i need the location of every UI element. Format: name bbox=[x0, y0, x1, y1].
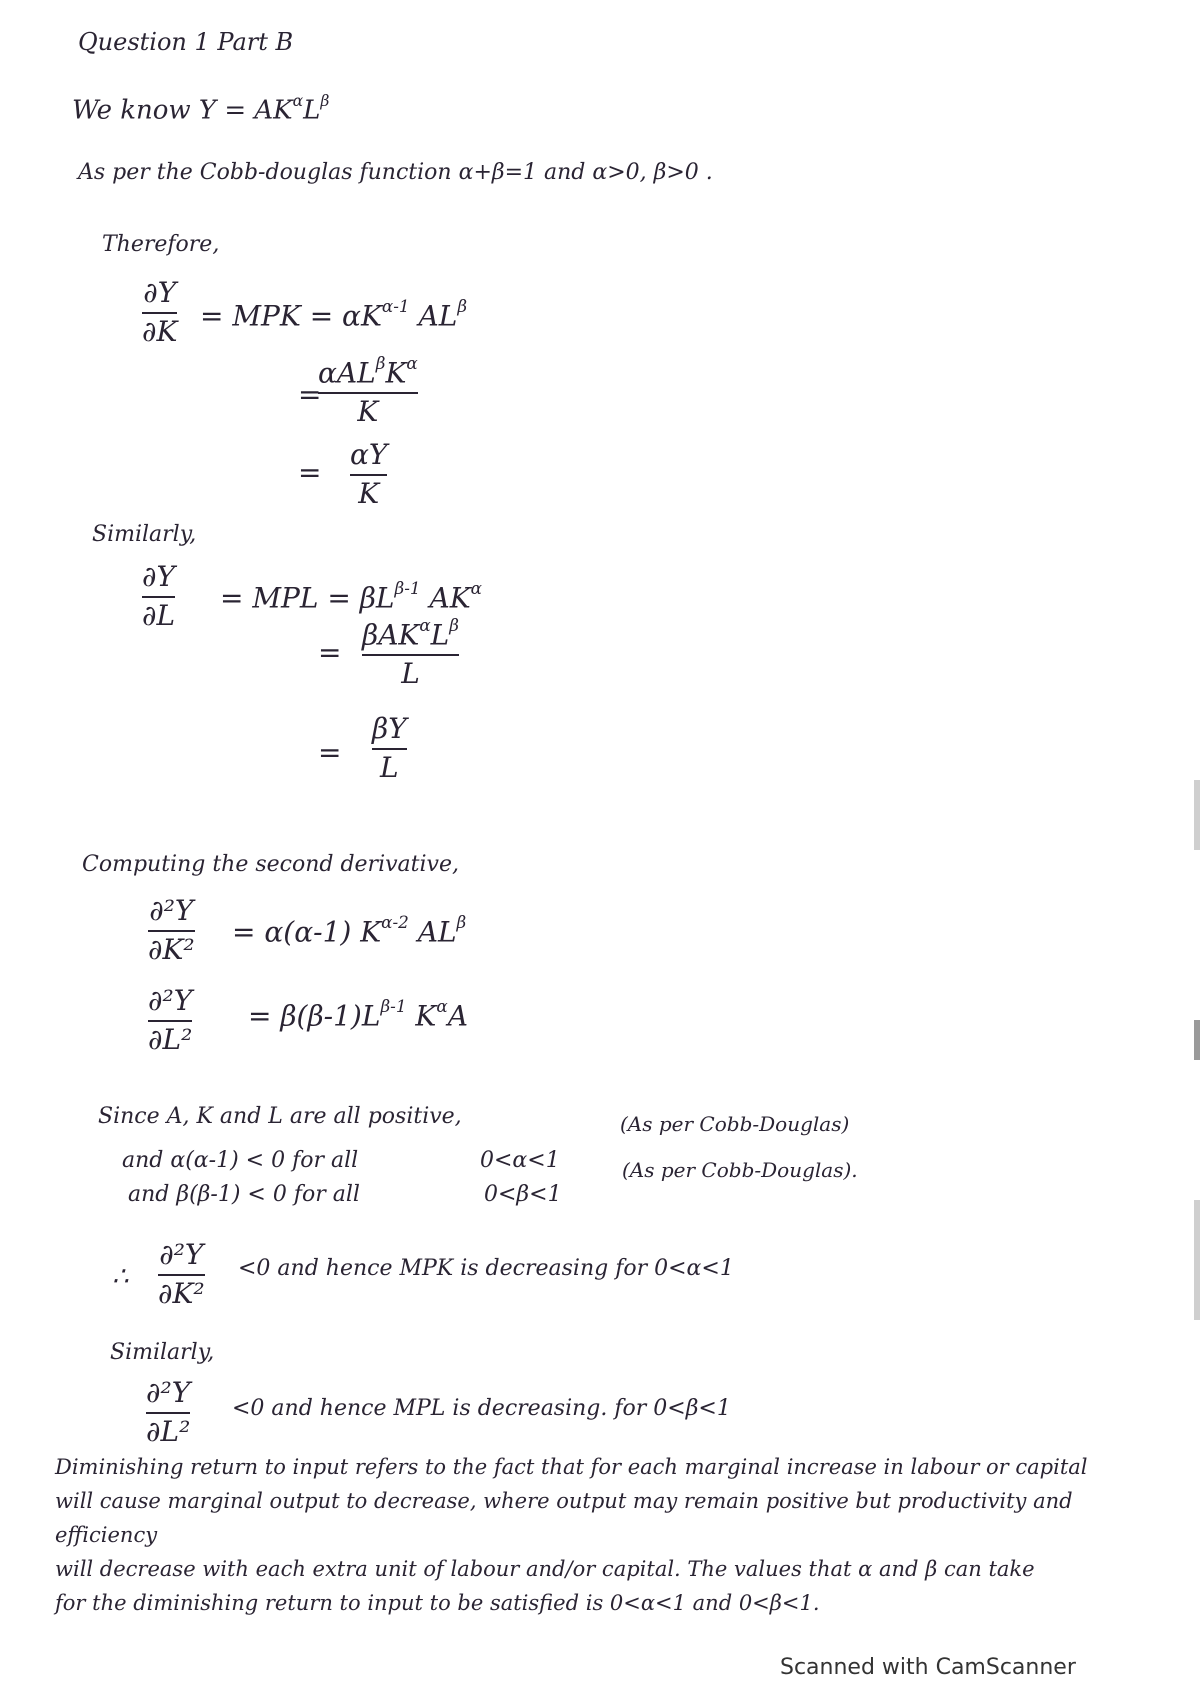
conclusion-mpk: <0 and hence MPK is decreasing for 0<α<1 bbox=[238, 1256, 734, 1281]
production-function-line bbox=[72, 92, 329, 125]
d2y-dk2-fraction bbox=[148, 896, 195, 966]
sd-k-tail-exp: β bbox=[456, 912, 467, 932]
mpk-step2-exp1: β bbox=[375, 353, 386, 373]
dl-denominator: ∂L bbox=[142, 598, 176, 632]
question-heading: Question 1 Part B bbox=[78, 28, 294, 56]
know-exp-alpha: α bbox=[292, 92, 304, 110]
and-alpha-line: and α(α-1) < 0 for all bbox=[122, 1148, 359, 1173]
mpl-step2-denominator: L bbox=[401, 657, 420, 691]
para-line: will cause marginal output to decrease, where output may remain positive but productivity and efficiency bbox=[55, 1489, 1073, 1547]
mpl-eq-text: = MPL = βL bbox=[220, 581, 395, 615]
concl-k-fraction bbox=[158, 1240, 205, 1310]
scan-edge-mark bbox=[1194, 780, 1200, 850]
cobb-note-1: (As per Cobb-Douglas) bbox=[620, 1112, 850, 1136]
diminishing-return-paragraph bbox=[55, 1450, 1165, 1620]
sd-k-text: = α(α-1) K bbox=[232, 915, 382, 949]
mpl-step3-numerator: βY bbox=[372, 712, 407, 745]
sd-l-tail-exp: α bbox=[436, 996, 448, 1016]
mpl-step2-exp2: β bbox=[449, 615, 459, 635]
mpk-step2-equals: = bbox=[298, 378, 322, 411]
cobb-douglas-line: As per the Cobb-douglas function α+β=1 and α>0, β>0 . bbox=[78, 160, 713, 185]
mpl-step3-denominator: L bbox=[380, 750, 399, 784]
sd-l-end: A bbox=[447, 999, 468, 1033]
mpl-tail: AK bbox=[429, 581, 471, 615]
dy-dk-fraction bbox=[142, 278, 177, 348]
d2y-dl2-fraction bbox=[148, 986, 192, 1056]
mpk-step2-numerator bbox=[318, 354, 418, 389]
dy-dl-fraction bbox=[142, 562, 175, 632]
second-deriv-l-equation bbox=[248, 996, 468, 1032]
mpl-exp: β-1 bbox=[394, 578, 421, 598]
scan-edge-mark bbox=[1194, 1200, 1200, 1320]
sd-k-exp: α-2 bbox=[381, 912, 409, 932]
concl-l-fraction bbox=[146, 1378, 190, 1448]
concl-k-denominator: ∂K² bbox=[158, 1276, 205, 1310]
mpk-step2-exp2: α bbox=[406, 353, 418, 373]
mpl-step2-equals: = bbox=[318, 636, 342, 669]
mpk-tail-exp: β bbox=[457, 296, 468, 316]
mpl-step2-fraction bbox=[362, 616, 459, 690]
mpl-step2-num-b: βAK bbox=[362, 618, 420, 652]
para-line: will decrease with each extra unit of labour and/or capital. The values that α and β can take bbox=[55, 1557, 1035, 1581]
concl-l-numerator: ∂²Y bbox=[146, 1376, 191, 1409]
mpl-equation bbox=[220, 578, 482, 614]
since-line: Since A, K and L are all positive, bbox=[98, 1104, 462, 1129]
concl-l-denominator: ∂L² bbox=[146, 1414, 191, 1448]
mpk-eq-text: = MPK = αK bbox=[200, 299, 382, 333]
mpk-step3-numerator: αY bbox=[350, 438, 388, 471]
mpk-step2-num-a: αAL bbox=[318, 356, 376, 390]
know-text: We know Y = AK bbox=[72, 95, 293, 126]
mpl-step2-l: L bbox=[430, 618, 450, 652]
dk-denominator: ∂K bbox=[142, 314, 178, 348]
dk2-denominator: ∂K² bbox=[148, 932, 195, 966]
concl-k-numerator: ∂²Y bbox=[159, 1238, 204, 1271]
mpl-step3-equals: = bbox=[318, 736, 342, 769]
sd-k-tail: AL bbox=[417, 915, 457, 949]
mpl-step2-exp1: α bbox=[419, 615, 431, 635]
dy-numerator: ∂Y bbox=[143, 276, 177, 309]
cobb-note-2: (As per Cobb-Douglas). bbox=[622, 1158, 858, 1182]
d2y-numerator-2: ∂²Y bbox=[148, 984, 193, 1017]
dl2-denominator: ∂L² bbox=[148, 1022, 193, 1056]
mpl-tail-exp: α bbox=[470, 578, 482, 598]
mpl-step2-numerator bbox=[362, 616, 459, 651]
scan-edge-mark bbox=[1194, 1020, 1200, 1060]
beta-range: 0<β<1 bbox=[484, 1182, 562, 1207]
mpk-exp: α-1 bbox=[381, 296, 410, 316]
mpk-equation bbox=[200, 296, 467, 332]
mpk-step3-denominator: K bbox=[358, 476, 380, 510]
similarly-label-2: Similarly, bbox=[110, 1340, 215, 1365]
and-beta-line: and β(β-1) < 0 for all bbox=[128, 1182, 360, 1207]
mpk-step2-denominator: K bbox=[357, 395, 379, 429]
second-deriv-k-equation bbox=[232, 912, 466, 948]
know-l: L bbox=[303, 95, 321, 126]
sd-l-exp: β-1 bbox=[380, 996, 407, 1016]
second-derivative-label: Computing the second derivative, bbox=[82, 852, 459, 877]
dy-numerator-2: ∂Y bbox=[142, 560, 176, 593]
know-exp-beta: β bbox=[320, 92, 330, 110]
mpk-step2-k: K bbox=[385, 356, 407, 390]
alpha-range: 0<α<1 bbox=[480, 1148, 560, 1173]
sd-l-text: = β(β-1)L bbox=[248, 999, 381, 1033]
mpk-step3-equals: = bbox=[298, 456, 322, 489]
conclusion-mpl: <0 and hence MPL is decreasing. for 0<β<1 bbox=[232, 1396, 731, 1421]
para-line: for the diminishing return to input to be satisfied is 0<α<1 and 0<β<1. bbox=[55, 1591, 820, 1615]
para-line: Diminishing return to input refers to the fact that for each marginal increase in labour or capital bbox=[55, 1455, 1088, 1479]
mpk-step2-fraction bbox=[318, 354, 418, 428]
sd-l-tail: K bbox=[415, 999, 437, 1033]
d2y-numerator: ∂²Y bbox=[149, 894, 194, 927]
camscanner-footer: Scanned with CamScanner bbox=[780, 1655, 1076, 1680]
therefore-label: Therefore, bbox=[102, 232, 220, 257]
mpl-step3-fraction bbox=[372, 714, 407, 784]
mpk-step3-fraction bbox=[350, 440, 387, 510]
therefore-symbol: ∴ bbox=[112, 1262, 129, 1292]
mpk-tail: AL bbox=[418, 299, 458, 333]
similarly-label-1: Similarly, bbox=[92, 522, 197, 547]
